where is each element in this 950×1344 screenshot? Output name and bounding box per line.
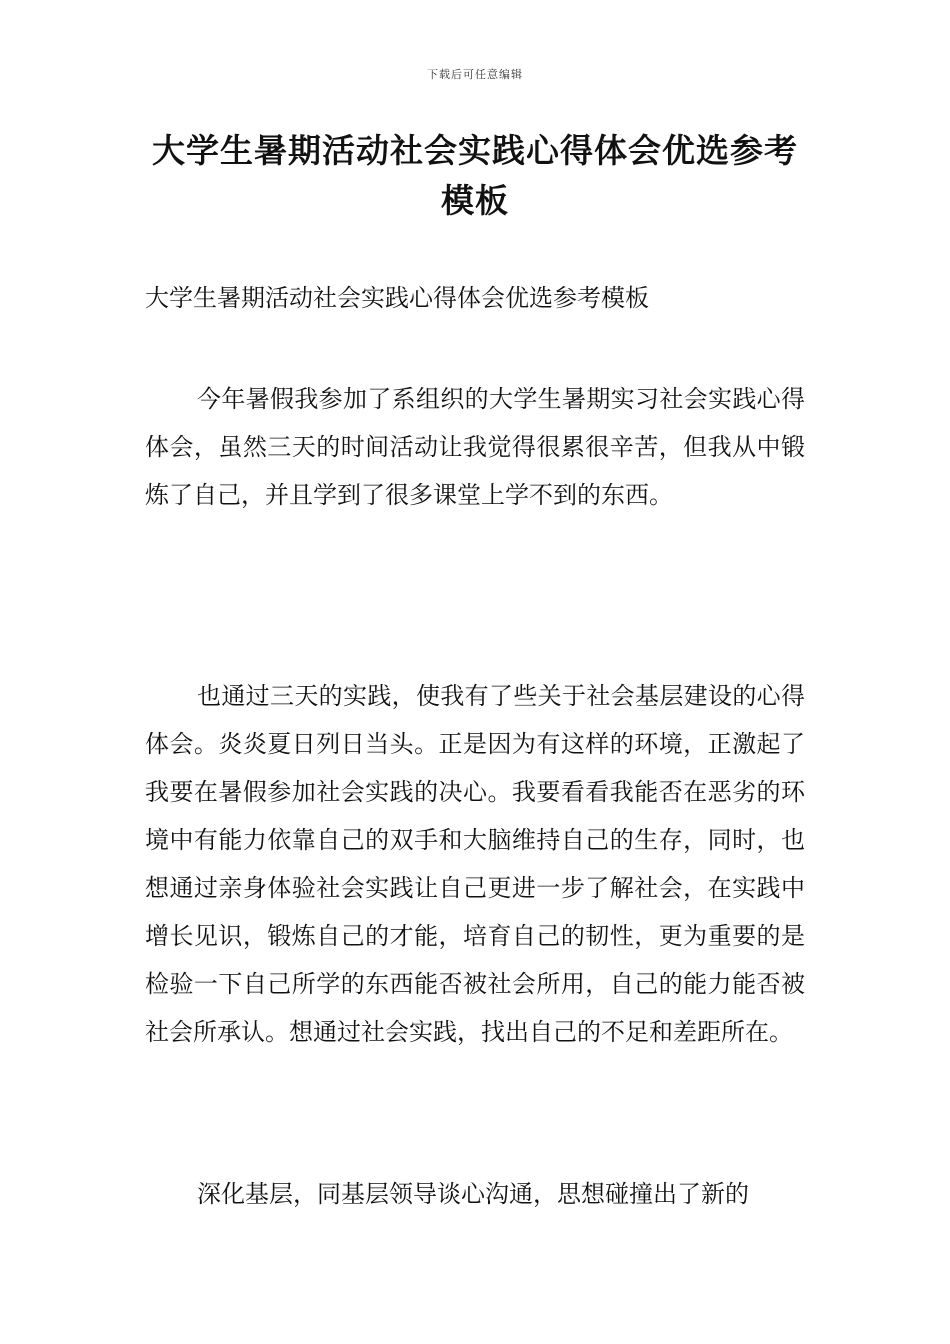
document-title: 大学生暑期活动社会实践心得体会优选参考模板 xyxy=(152,131,798,220)
paragraph-1: 今年暑假我参加了系组织的大学生暑期实习社会实践心得体会，虽然三天的时间活动让我觉得很累很辛苦，但我从中锻炼了自己，并且学到了很多课堂上学不到的东西。 xyxy=(145,385,805,509)
document-subtitle: 大学生暑期活动社会实践心得体会优选参考模板 xyxy=(145,284,649,312)
paragraph-3: 深化基层，同基层领导谈心沟通，思想碰撞出了新的 xyxy=(197,1180,749,1208)
header-note: 下载后可任意编辑 xyxy=(427,68,523,81)
paragraph-2: 也通过三天的实践，使我有了些关于社会基层建设的心得体会。炎炎夏日列日当头。正是因为有这样的环境，正激起了我要在暑假参加社会实践的决心。我要看看我能否在恶劣的环境中有能力依靠自己的双手和大脑维持自己的生存，同时，也想通过亲身体验社会实践让自己更进一步了解社会，在实践中增长见识，锻炼自己的才能，培育自己的韧性，更为重要的是检验一下自己所学的东西能否被社会所用，自己的能力能否被社会所承认。想通过社会实践，找出自己的不足和差距所在。 xyxy=(145,682,805,1046)
